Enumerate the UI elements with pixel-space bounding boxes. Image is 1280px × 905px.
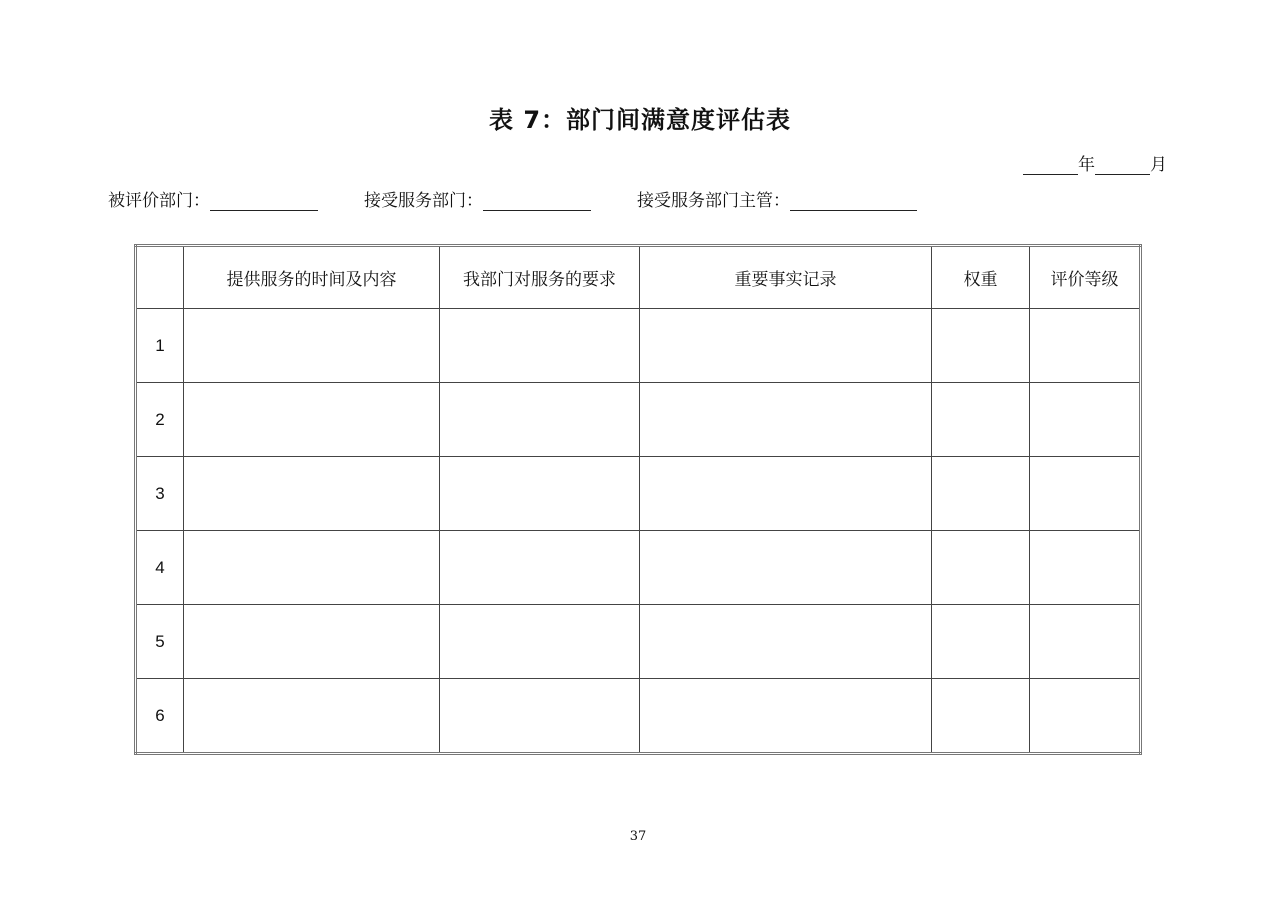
cell-weight[interactable] xyxy=(932,679,1030,754)
cell-requirements[interactable] xyxy=(440,309,640,383)
cell-rating[interactable] xyxy=(1030,457,1141,531)
cell-requirements[interactable] xyxy=(440,383,640,457)
year-label: 年 xyxy=(1078,155,1095,175)
row-number: 1 xyxy=(136,309,184,383)
evaluated-department-blank[interactable] xyxy=(210,192,318,211)
cell-weight[interactable] xyxy=(932,383,1030,457)
cell-service-time-content[interactable] xyxy=(184,531,440,605)
table-row xyxy=(136,605,1141,679)
cell-key-facts[interactable] xyxy=(640,531,932,605)
table-row xyxy=(136,679,1141,754)
row-number: 3 xyxy=(136,457,184,531)
header-key-facts: 重要事实记录 xyxy=(640,246,932,309)
header-rating: 评价等级 xyxy=(1030,246,1141,309)
row-number: 6 xyxy=(136,679,184,754)
row-number: 4 xyxy=(136,531,184,605)
month-label: 月 xyxy=(1150,155,1167,175)
cell-key-facts[interactable] xyxy=(640,457,932,531)
evaluation-table xyxy=(134,244,1142,755)
cell-key-facts[interactable] xyxy=(640,383,932,457)
receiving-department-label: 接受服务部门： xyxy=(364,191,483,211)
receiving-department-blank[interactable] xyxy=(483,192,591,211)
cell-requirements[interactable] xyxy=(440,605,640,679)
cell-service-time-content[interactable] xyxy=(184,605,440,679)
cell-service-time-content[interactable] xyxy=(184,383,440,457)
page-title: 表 7：部门间满意度评估表 xyxy=(488,106,792,134)
cell-service-time-content[interactable] xyxy=(184,457,440,531)
cell-key-facts[interactable] xyxy=(640,679,932,754)
cell-service-time-content[interactable] xyxy=(184,309,440,383)
evaluated-department-field xyxy=(108,186,318,211)
cell-weight[interactable] xyxy=(932,531,1030,605)
cell-weight[interactable] xyxy=(932,457,1030,531)
header-requirements: 我部门对服务的要求 xyxy=(440,246,640,309)
row-number: 5 xyxy=(136,605,184,679)
cell-rating[interactable] xyxy=(1030,383,1141,457)
evaluated-department-label: 被评价部门： xyxy=(108,191,210,211)
table-row xyxy=(136,383,1141,457)
page-number: 37 xyxy=(629,829,647,844)
row-number: 2 xyxy=(136,383,184,457)
cell-weight[interactable] xyxy=(932,309,1030,383)
cell-rating[interactable] xyxy=(1030,531,1141,605)
receiving-supervisor-field xyxy=(637,186,917,211)
cell-rating[interactable] xyxy=(1030,679,1141,754)
cell-requirements[interactable] xyxy=(440,531,640,605)
date-line xyxy=(1023,150,1167,175)
cell-rating[interactable] xyxy=(1030,605,1141,679)
cell-rating[interactable] xyxy=(1030,309,1141,383)
cell-requirements[interactable] xyxy=(440,457,640,531)
cell-key-facts[interactable] xyxy=(640,605,932,679)
cell-key-facts[interactable] xyxy=(640,309,932,383)
meta-fields xyxy=(108,186,917,211)
cell-service-time-content[interactable] xyxy=(184,679,440,754)
month-blank[interactable] xyxy=(1095,156,1150,175)
receiving-supervisor-blank[interactable] xyxy=(790,192,917,211)
header-no xyxy=(136,246,184,309)
year-blank[interactable] xyxy=(1023,156,1078,175)
cell-requirements[interactable] xyxy=(440,679,640,754)
table-row xyxy=(136,457,1141,531)
receiving-supervisor-label: 接受服务部门主管： xyxy=(637,191,790,211)
header-weight: 权重 xyxy=(932,246,1030,309)
table-row xyxy=(136,309,1141,383)
cell-weight[interactable] xyxy=(932,605,1030,679)
receiving-department-field xyxy=(364,186,591,211)
table-header-row xyxy=(136,246,1141,309)
table-row xyxy=(136,531,1141,605)
header-service-time-content: 提供服务的时间及内容 xyxy=(184,246,440,309)
